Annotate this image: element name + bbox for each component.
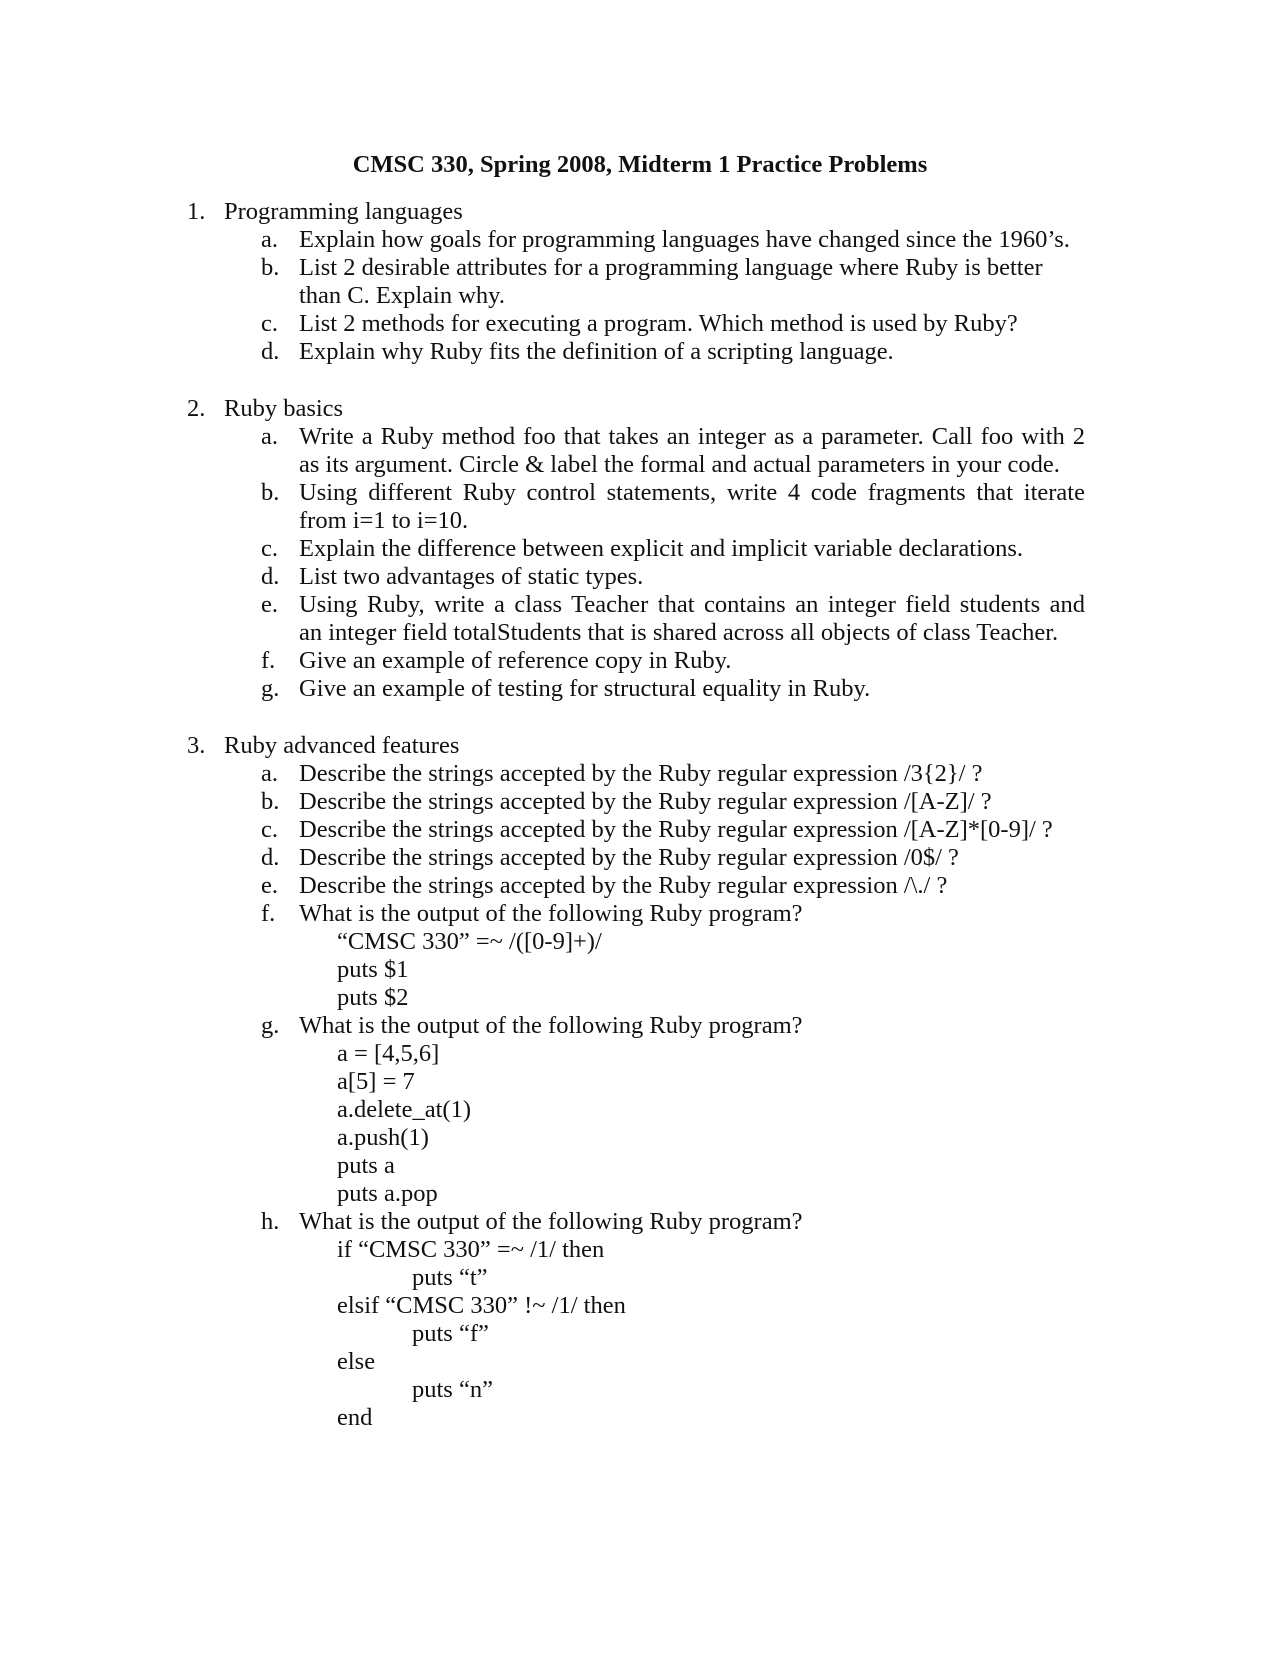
item-letter: f. (261, 647, 276, 674)
code-text: puts a.pop (337, 1180, 438, 1207)
item-text: Describe the strings accepted by the Ruby regular expression /0$/ ? (299, 844, 959, 871)
section-title: Ruby basics (224, 395, 344, 422)
item-letter: c. (261, 535, 278, 562)
item-text: Explain why Ruby fits the definition of a scripting language. (299, 338, 894, 365)
item-letter: a. (261, 423, 278, 450)
section-number: 2. (187, 395, 206, 422)
item-text: Describe the strings accepted by the Ruby regular expression /\./ ? (299, 872, 948, 899)
section-number: 3. (187, 732, 206, 759)
item-letter: b. (261, 254, 280, 281)
item-text: Using different Ruby control statements, write 4 code fragments that iterate (299, 479, 1085, 506)
item-letter: h. (261, 1208, 280, 1235)
item-letter: f. (261, 900, 276, 927)
item-text: Give an example of testing for structural equality in Ruby. (299, 675, 871, 702)
item-text: Give an example of reference copy in Ruby. (299, 647, 732, 674)
code-text: puts $2 (337, 984, 409, 1011)
code-text: a = [4,5,6] (337, 1040, 440, 1067)
code-text: end (337, 1404, 373, 1431)
section-title: Programming languages (224, 198, 463, 225)
code-text: a.push(1) (337, 1124, 429, 1151)
item-text: What is the output of the following Ruby program? (299, 1012, 803, 1039)
item-letter: b. (261, 788, 280, 815)
item-text: List 2 methods for executing a program. Which method is used by Ruby? (299, 310, 1018, 337)
code-text: puts “f” (412, 1320, 489, 1347)
item-text: Describe the strings accepted by the Ruby regular expression /3{2}/ ? (299, 760, 983, 787)
item-letter: c. (261, 310, 278, 337)
item-text: than C. Explain why. (299, 282, 505, 309)
item-letter: g. (261, 675, 280, 702)
item-text: Using Ruby, write a class Teacher that contains an integer field students and (299, 591, 1085, 618)
item-text: an integer field totalStudents that is shared across all objects of class Teacher. (299, 619, 1059, 646)
item-text: as its argument. Circle & label the formal and actual parameters in your code. (299, 451, 1060, 478)
item-letter: e. (261, 591, 278, 618)
code-text: a.delete_at(1) (337, 1096, 471, 1123)
item-letter: d. (261, 563, 280, 590)
item-text: What is the output of the following Ruby program? (299, 900, 803, 927)
section-number: 1. (187, 198, 206, 225)
item-text: What is the output of the following Ruby program? (299, 1208, 803, 1235)
code-text: puts a (337, 1152, 395, 1179)
item-letter: b. (261, 479, 280, 506)
item-text: Write a Ruby method foo that takes an integer as a parameter. Call foo with 2 (299, 423, 1085, 450)
item-text: List two advantages of static types. (299, 563, 644, 590)
section-title: Ruby advanced features (224, 732, 460, 759)
item-text: Explain the difference between explicit and implicit variable declarations. (299, 535, 1024, 562)
code-text: else (337, 1348, 376, 1375)
item-text: List 2 desirable attributes for a programming language where Ruby is better (299, 254, 1043, 281)
item-letter: a. (261, 226, 278, 253)
code-text: puts “t” (412, 1264, 488, 1291)
code-text: puts $1 (337, 956, 409, 983)
code-text: a[5] = 7 (337, 1068, 415, 1095)
item-letter: e. (261, 872, 278, 899)
item-text: Describe the strings accepted by the Ruby regular expression /[A-Z]/ ? (299, 788, 992, 815)
item-text: Describe the strings accepted by the Ruby regular expression /[A-Z]*[0-9]/ ? (299, 816, 1053, 843)
item-letter: d. (261, 844, 280, 871)
item-letter: g. (261, 1012, 280, 1039)
item-text: from i=1 to i=10. (299, 507, 469, 534)
code-text: “CMSC 330” =~ /([0-9]+)/ (337, 928, 602, 955)
code-text: if “CMSC 330” =~ /1/ then (337, 1236, 605, 1263)
item-letter: a. (261, 760, 278, 787)
item-letter: c. (261, 816, 278, 843)
code-text: puts “n” (412, 1376, 493, 1403)
item-text: Explain how goals for programming languages have changed since the 1960’s. (299, 226, 1070, 253)
item-letter: d. (261, 338, 280, 365)
code-text: elsif “CMSC 330” !~ /1/ then (337, 1292, 626, 1319)
page-title: CMSC 330, Spring 2008, Midterm 1 Practice Problems (352, 151, 928, 178)
